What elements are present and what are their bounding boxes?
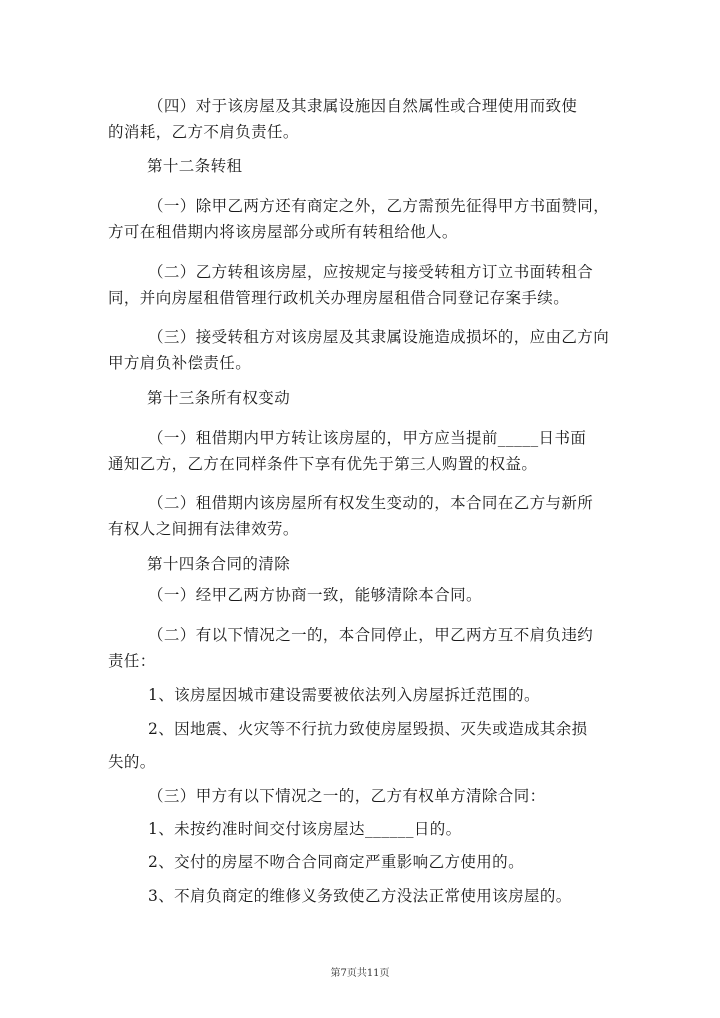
paragraph-line: （一）除甲乙两方还有商定之外，乙方需预先征得甲方书面赞同， <box>148 197 610 215</box>
paragraph-line: 通知乙方，乙方在同样条件下享有优先于第三人购置的权益。 <box>108 455 538 473</box>
paragraph-line: 责任： <box>108 652 156 670</box>
list-item: 2、交付的房屋不吻合合同商定严重影响乙方使用的。 <box>148 853 524 871</box>
paragraph-line: （四）对于该房屋及其隶属设施因自然属性或合理使用而致使 <box>148 97 578 115</box>
list-item: 1、未按约准时间交付该房屋达______日的。 <box>148 820 462 838</box>
paragraph-line: （一）经甲乙两方协商一致，能够清除本合同。 <box>148 586 482 604</box>
paragraph-line: 有权人之间拥有法律效劳。 <box>108 520 299 538</box>
paragraph-line: 方可在租借期内将该房屋部分或所有转租给他人。 <box>108 223 458 241</box>
section-heading: 第十四条合同的清除 <box>147 555 291 573</box>
section-heading: 第十三条所有权变动 <box>147 389 291 407</box>
paragraph-line: （三）甲方有以下情况之一的，乙方有权单方清除合同： <box>148 787 546 805</box>
paragraph-line: 甲方肩负补偿责任。 <box>108 354 252 372</box>
section-heading: 第十二条转租 <box>147 157 243 175</box>
paragraph-line: （三）接受转租方对该房屋及其隶属设施造成损坏的，应由乙方向 <box>148 328 610 346</box>
paragraph-line: （二）租借期内该房屋所有权发生变动的，本合同在乙方与新所 <box>148 494 594 512</box>
paragraph-line: 的消耗，乙方不肩负责任。 <box>108 123 299 141</box>
paragraph-line: （一）租借期内甲方转让该房屋的，甲方应当提前_____日书面 <box>148 429 587 447</box>
paragraph-line: 失的。 <box>108 753 156 771</box>
paragraph-line: （二）乙方转租该房屋，应按规定与接受转租方订立书面转租合 <box>148 263 594 281</box>
page-footer: 第7页共11页 <box>330 968 390 979</box>
paragraph-line: （二）有以下情况之一的，本合同停止，甲乙两方互不肩负违约 <box>148 626 594 644</box>
list-item: 3、不肩负商定的维修义务致使乙方没法正常使用该房屋的。 <box>148 887 572 905</box>
list-item: 2、因地震、火灾等不行抗力致使房屋毁损、灭失或造成其余损 <box>148 720 588 738</box>
list-item: 1、该房屋因城市建设需要被依法列入房屋拆迁范围的。 <box>148 686 540 704</box>
paragraph-line: 同，并向房屋租借管理行政机关办理房屋租借合同登记存案手续。 <box>108 289 570 307</box>
